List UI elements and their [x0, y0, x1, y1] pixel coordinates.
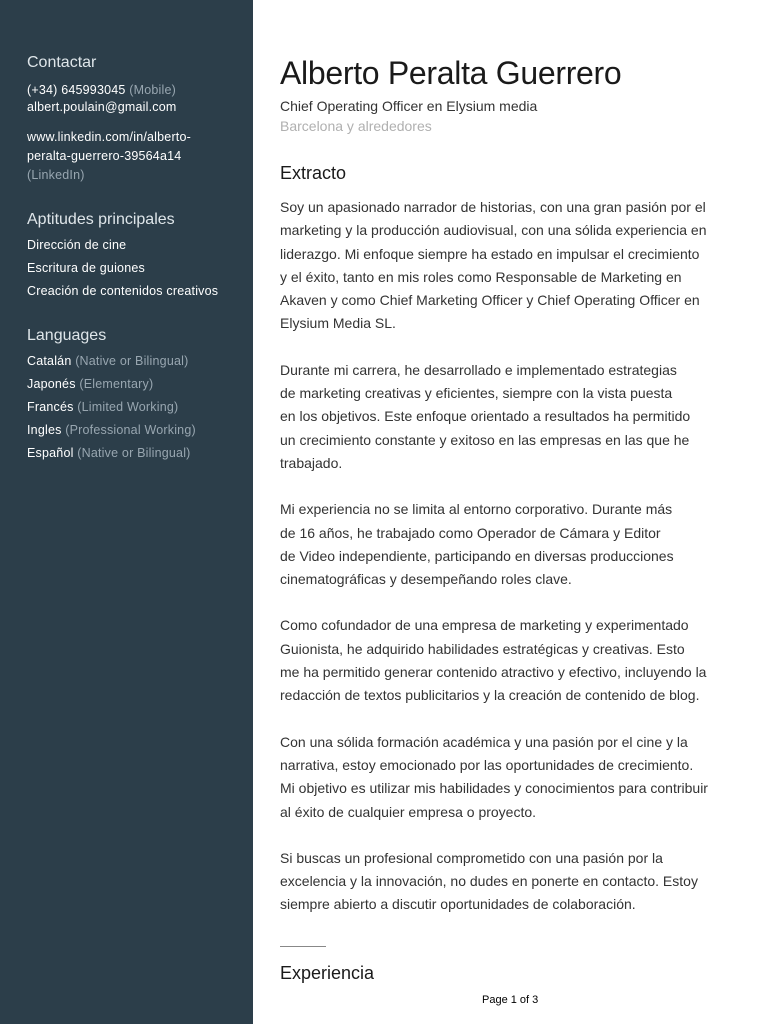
language-item [27, 377, 153, 391]
summary-paragraph [280, 847, 750, 917]
summary-line: siempre abierto a discutir oportunidades de colaboración. [280, 896, 636, 913]
summary-line: Akaven y como Chief Marketing Officer y Chief Operating Officer en [280, 292, 700, 309]
summary-line: de Video independiente, participando en diversas producciones [280, 547, 674, 564]
summary-line: y el éxito, tanto en mis roles como Responsable de Marketing en [280, 268, 682, 285]
summary-line: de marketing creativas y eficientes, siempre con la vista puesta [280, 385, 673, 402]
summary-line: Con una sólida formación académica y una pasión por el cine y la [280, 733, 688, 750]
linkedin-type: (LinkedIn) [27, 168, 85, 182]
language-name: Ingles [27, 423, 62, 437]
experience-heading: Experiencia [280, 963, 375, 983]
location: Barcelona y alrededores [280, 118, 432, 134]
language-level: (Native or Bilingual) [75, 354, 189, 368]
summary-line: narrativa, estoy emocionado por las oportunidades de crecimiento. [280, 756, 694, 773]
language-level: (Native or Bilingual) [77, 446, 191, 460]
language-item [27, 354, 188, 368]
skill-item: Dirección de cine [27, 238, 127, 252]
sidebar [0, 0, 253, 1024]
summary-line: cinematográficas y desempeñando roles clave. [280, 571, 572, 588]
summary-line: redacción de textos publicitarios y la creación de contenido de blog. [280, 687, 700, 704]
summary-line: Durante mi carrera, he desarrollado e implementado estrategias [280, 361, 677, 378]
languages-heading: Languages [27, 327, 107, 344]
phone-line [27, 83, 176, 97]
linkedin-link-line-2[interactable]: peralta-guerrero-39564a14 [27, 149, 182, 163]
language-level: (Professional Working) [65, 423, 196, 437]
language-item [27, 423, 196, 437]
page-number: Page 1 of 3 [482, 994, 539, 1006]
summary-line: Soy un apasionado narrador de historias, con una gran pasión por el [280, 199, 706, 215]
summary-line: marketing y la producción audiovisual, con una sólida experiencia en [280, 222, 707, 239]
skill-item: Escritura de guiones [27, 261, 145, 275]
summary-body [280, 196, 750, 940]
language-level: (Elementary) [79, 377, 154, 391]
language-name: Japonés [27, 377, 76, 391]
summary-line: Mi objetivo es utilizar mis habilidades y conocimientos para contribuir [280, 780, 708, 797]
language-name: Español [27, 446, 74, 460]
summary-paragraph [280, 359, 750, 475]
summary-line: Elysium Media SL. [280, 315, 396, 332]
summary-line: Como cofundador de una empresa de marketing y experimentado [280, 617, 689, 634]
summary-line: excelencia y la innovación, no dudes en ponerte en contacto. Estoy [280, 873, 698, 890]
summary-paragraph [280, 498, 750, 591]
phone-number[interactable]: (+34) 645993045 [27, 83, 126, 97]
job-title: Chief Operating Officer en Elysium media [280, 98, 538, 114]
language-name: Catalán [27, 354, 72, 368]
summary-line: un crecimiento constante y exitoso en las empresas en las que he [280, 431, 690, 448]
summary-line: liderazgo. Mi enfoque siempre ha estado en impulsar el crecimiento [280, 245, 700, 262]
summary-line: me ha permitido generar contenido atractivo y efectivo, incluyendo la [280, 664, 707, 681]
language-item [27, 446, 191, 460]
language-item [27, 400, 178, 414]
language-name: Francés [27, 400, 74, 414]
phone-type: (Mobile) [129, 83, 177, 97]
summary-line: Si buscas un profesional comprometido con una pasión por la [280, 849, 663, 866]
summary-line: Mi experiencia no se limita al entorno corporativo. Durante más [280, 501, 673, 518]
language-level: (Limited Working) [77, 400, 179, 414]
contact-heading: Contactar [27, 54, 97, 71]
summary-line: trabajado. [280, 454, 343, 471]
summary-paragraph [280, 731, 750, 824]
skills-heading: Aptitudes principales [27, 211, 175, 228]
summary-paragraph [280, 614, 750, 707]
summary-line: Guionista, he adquirido habilidades estratégicas y creativas. Esto [280, 640, 685, 657]
summary-paragraph [280, 196, 750, 336]
person-name: Alberto Peralta Guerrero [280, 55, 622, 91]
skill-item: Creación de contenidos creativos [27, 284, 219, 298]
email-link[interactable]: albert.poulain@gmail.com [27, 100, 177, 114]
summary-heading: Extracto [280, 163, 347, 183]
main-content [280, 0, 750, 1024]
summary-line: de 16 años, he trabajado como Operador de Cámara y Editor [280, 524, 661, 541]
section-divider [280, 946, 326, 947]
linkedin-link-line-1[interactable]: www.linkedin.com/in/alberto- [27, 130, 191, 144]
summary-line: en los objetivos. Este enfoque orientado a resultados ha permitido [280, 408, 691, 425]
summary-line: al éxito de cualquier empresa o proyecto. [280, 803, 537, 820]
